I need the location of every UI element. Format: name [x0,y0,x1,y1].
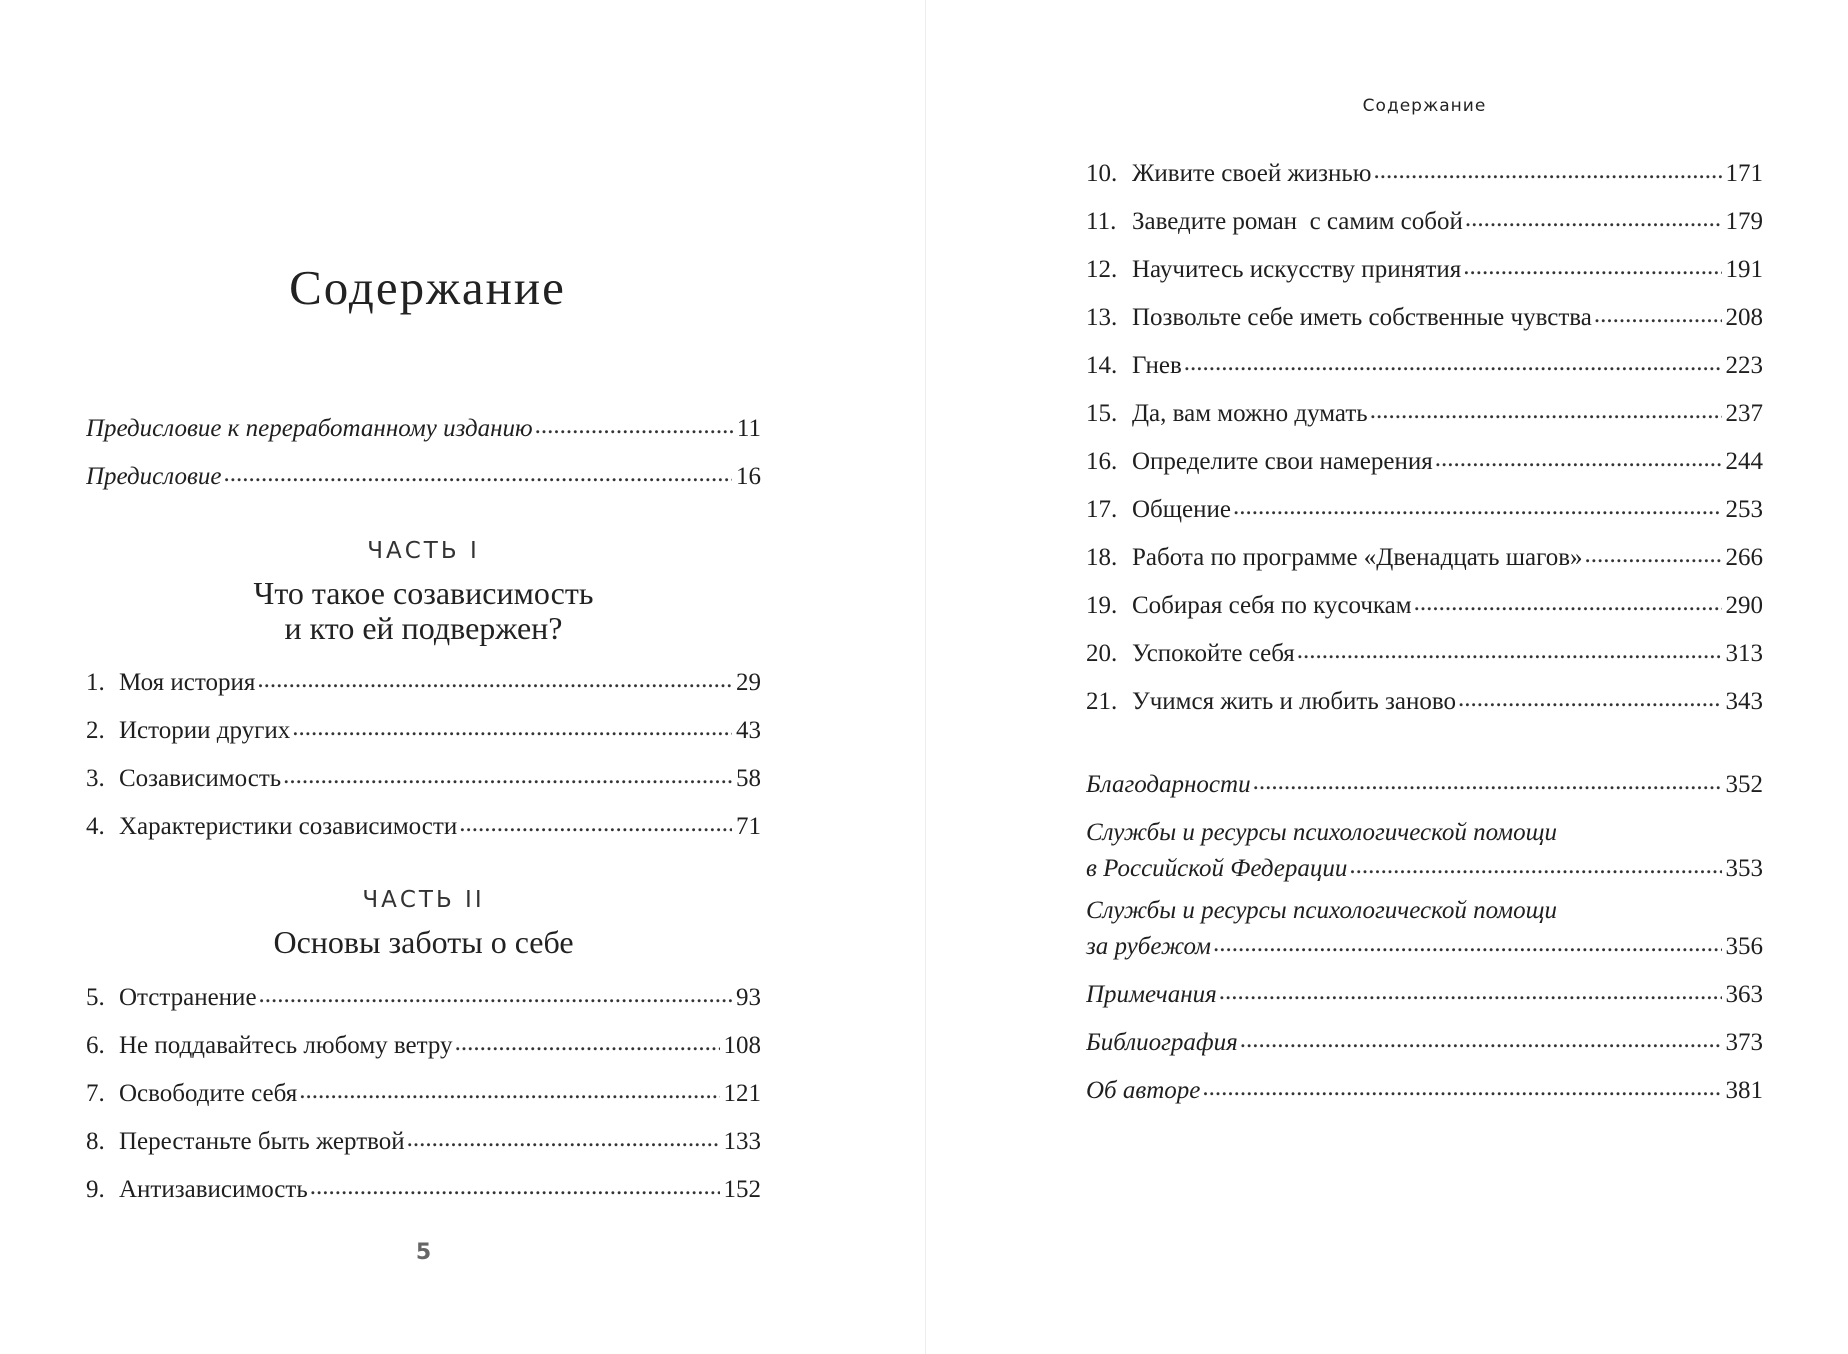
toc-entry-chapter-20[interactable] [1086,630,1763,678]
chapter-number: 13. [1086,304,1118,331]
toc-entry-title: Созависимость [119,765,282,792]
toc-entry-page: 352 [1725,771,1763,798]
toc-entry-page: 223 [1725,352,1763,379]
toc-entry-chapter-15[interactable] [1086,390,1763,438]
toc-entry-services-abroad[interactable] [1086,893,1763,964]
toc-entry-chapter-16[interactable] [1086,438,1763,486]
dot-leader [1253,766,1722,792]
toc-entry-page: 191 [1725,256,1763,283]
toc-entry-page: 266 [1725,544,1763,571]
toc-entry-page: 353 [1725,855,1763,882]
toc-entry-chapter-12[interactable] [1086,246,1763,294]
toc-entry-title: Определите свои намерения [1132,448,1433,475]
toc-entry-notes[interactable] [1086,971,1763,1019]
toc-entry-page: 71 [736,813,761,840]
toc-entry-chapter-3[interactable] [86,755,761,803]
toc-entry-title: Истории других [119,717,291,744]
part-title-line: и кто ей подвержен? [284,610,563,646]
toc-entry-page: 313 [1725,640,1763,667]
chapter-number: 10. [1086,160,1118,187]
toc-entry-services-russia[interactable] [1086,815,1763,886]
toc-entry-chapter-21[interactable] [1086,678,1763,726]
toc-entry-page: 253 [1725,496,1763,523]
chapter-number: 6. [86,1032,105,1059]
dot-leader [1349,850,1721,876]
dot-leader [1184,347,1722,373]
toc-entry-page: 237 [1725,400,1763,427]
toc-entry-chapter-10[interactable] [1086,150,1763,198]
toc-entry-page: 356 [1725,933,1763,960]
chapter-number: 3. [86,765,105,792]
toc-entry-chapter-17[interactable] [1086,486,1763,534]
toc-entry-title-line: за рубежом [1086,933,1211,960]
dot-leader [1202,1072,1721,1098]
toc-entry-title: Отстранение [119,984,257,1011]
toc-entry-title: Живите своей жизнью [1132,160,1372,187]
chapter-number: 21. [1086,688,1118,715]
toc-entry-page: 108 [723,1032,761,1059]
toc-entry-title: Успокойте себя [1132,640,1295,667]
toc-entry-chapter-8[interactable] [86,1118,761,1166]
dot-leader [1213,928,1722,954]
toc-entry-chapter-13[interactable] [1086,294,1763,342]
dot-leader [1297,635,1722,661]
chapter-number: 4. [86,813,105,840]
toc-entry-page: 244 [1725,448,1763,475]
dot-leader [1458,683,1722,709]
part-title [86,925,761,960]
toc-entry-page: 11 [736,415,761,442]
toc-entry-title: Моя история [119,669,256,696]
part-2-heading [86,885,761,960]
dot-leader [1233,491,1722,517]
back-matter-list [1086,761,1763,1115]
toc-entry-title: Научитесь искусству принятия [1132,256,1462,283]
toc-entry-preface[interactable] [86,453,761,501]
dot-leader [310,1171,720,1197]
chapter-number: 19. [1086,592,1118,619]
chapter-list-continued [1086,150,1763,726]
chapter-number: 9. [86,1176,105,1203]
page-number: 5 [415,1240,432,1265]
dot-leader [1463,251,1721,277]
toc-entry-page: 43 [736,717,761,744]
running-head: Содержание [1362,96,1487,116]
part-1-chapter-list [86,659,761,851]
dot-leader [1414,587,1722,613]
toc-entry-page: 363 [1725,981,1763,1008]
dot-leader [299,1075,719,1101]
toc-entry-title: Да, вам можно думать [1132,400,1368,427]
dot-leader [1585,539,1722,565]
toc-entry-title: Предисловие к переработанному изданию [86,415,533,442]
page-title: Содержание [289,260,566,315]
dot-leader [283,760,732,786]
chapter-number: 16. [1086,448,1118,475]
chapter-number: 7. [86,1080,105,1107]
toc-entry-page: 16 [736,463,761,490]
toc-entry-chapter-2[interactable] [86,707,761,755]
dot-leader [223,458,732,484]
toc-entry-title-line: Службы и ресурсы психологической помощи [1086,897,1557,924]
part-title-line: Основы заботы о себе [273,924,574,960]
toc-entry-title: Об авторе [1086,1077,1201,1104]
dot-leader [1465,203,1722,229]
toc-entry-title: Общение [1132,496,1231,523]
chapter-number: 17. [1086,496,1118,523]
chapter-number: 5. [86,984,105,1011]
toc-entry-title-line: в Российской Федерации [1086,855,1348,882]
part-label: ЧАСТЬ II [362,887,485,913]
toc-entry-title: Учимся жить и любить заново [1132,688,1456,715]
toc-entry-title: Характеристики созависимости [119,813,458,840]
toc-entry-page: 381 [1725,1077,1763,1104]
toc-entry-chapter-19[interactable] [1086,582,1763,630]
toc-entry-page: 373 [1725,1029,1763,1056]
toc-entry-chapter-18[interactable] [1086,534,1763,582]
front-matter-list [86,405,761,501]
dot-leader [1594,299,1722,325]
toc-entry-about-author[interactable] [1086,1067,1763,1115]
toc-entry-page: 133 [723,1128,761,1155]
dot-leader [1240,1024,1722,1050]
toc-entry-chapter-11[interactable] [1086,198,1763,246]
toc-entry-chapter-14[interactable] [1086,342,1763,390]
toc-entry-row [1086,928,1763,964]
toc-entry-chapter-9[interactable] [86,1166,761,1214]
toc-entry-title: Освободите себя [119,1080,298,1107]
part-1-heading [86,536,761,646]
toc-entry-title-line: Службы и ресурсы психологической помощи [1086,819,1557,846]
chapter-number: 11. [1086,208,1117,235]
toc-entry-page: 171 [1725,160,1763,187]
dot-leader [1370,395,1722,421]
toc-entry-chapter-4[interactable] [86,803,761,851]
toc-entry-title: Перестаньте быть жертвой [119,1128,405,1155]
part-title-line: Что такое созависимость [253,575,594,611]
toc-entry-title: Заведите роман с самим собой [1132,208,1463,235]
toc-entry-page: 152 [723,1176,761,1203]
chapter-number: 1. [86,669,105,696]
toc-entry-title: Собирая себя по кусочкам [1132,592,1412,619]
dot-leader [292,712,732,738]
toc-entry-page: 93 [736,984,761,1011]
toc-entry-page: 29 [736,669,761,696]
toc-entry-title: Благодарности [1086,771,1251,798]
chapter-number: 15. [1086,400,1118,427]
toc-entry-page: 343 [1725,688,1763,715]
chapter-number: 2. [86,717,105,744]
chapter-number: 18. [1086,544,1118,571]
toc-entry-page: 290 [1725,592,1763,619]
toc-entry-chapter-7[interactable] [86,1070,761,1118]
toc-entry-chapter-6[interactable] [86,1022,761,1070]
toc-entry-acknowledgements[interactable] [1086,761,1763,809]
toc-entry-page: 208 [1725,304,1763,331]
dot-leader [459,808,732,834]
dot-leader [535,410,733,436]
toc-entry-title: Предисловие [86,463,222,490]
dot-leader [455,1027,720,1053]
chapter-number: 8. [86,1128,105,1155]
dot-leader [1435,443,1722,469]
toc-entry-title: Антизависимость [119,1176,308,1203]
dot-leader [1219,976,1722,1002]
toc-entry-chapter-5[interactable] [86,974,761,1022]
chapter-number: 12. [1086,256,1118,283]
part-label: ЧАСТЬ I [367,538,480,564]
dot-leader [1373,155,1721,181]
toc-entry-row [1086,850,1763,886]
chapter-number: 14. [1086,352,1118,379]
toc-entry-preface-revised[interactable] [86,405,761,453]
part-2-chapter-list [86,974,761,1214]
toc-entry-title: Примечания [1086,981,1217,1008]
dot-leader [259,979,732,1005]
toc-entry-title: Гнев [1132,352,1182,379]
toc-entry-page: 179 [1725,208,1763,235]
part-title [86,576,761,646]
toc-entry-page: 58 [736,765,761,792]
toc-entry-title: Библиография [1086,1029,1238,1056]
dot-leader [407,1123,720,1149]
toc-entry-title: Не поддавайтесь любому ветру [119,1032,453,1059]
toc-entry-chapter-1[interactable] [86,659,761,707]
dot-leader [257,664,732,690]
chapter-number: 20. [1086,640,1118,667]
toc-entry-title: Работа по программе «Двенадцать шагов» [1132,544,1583,571]
toc-entry-bibliography[interactable] [1086,1019,1763,1067]
toc-entry-title: Позвольте себе иметь собственные чувства [1132,304,1592,331]
toc-entry-page: 121 [723,1080,761,1107]
